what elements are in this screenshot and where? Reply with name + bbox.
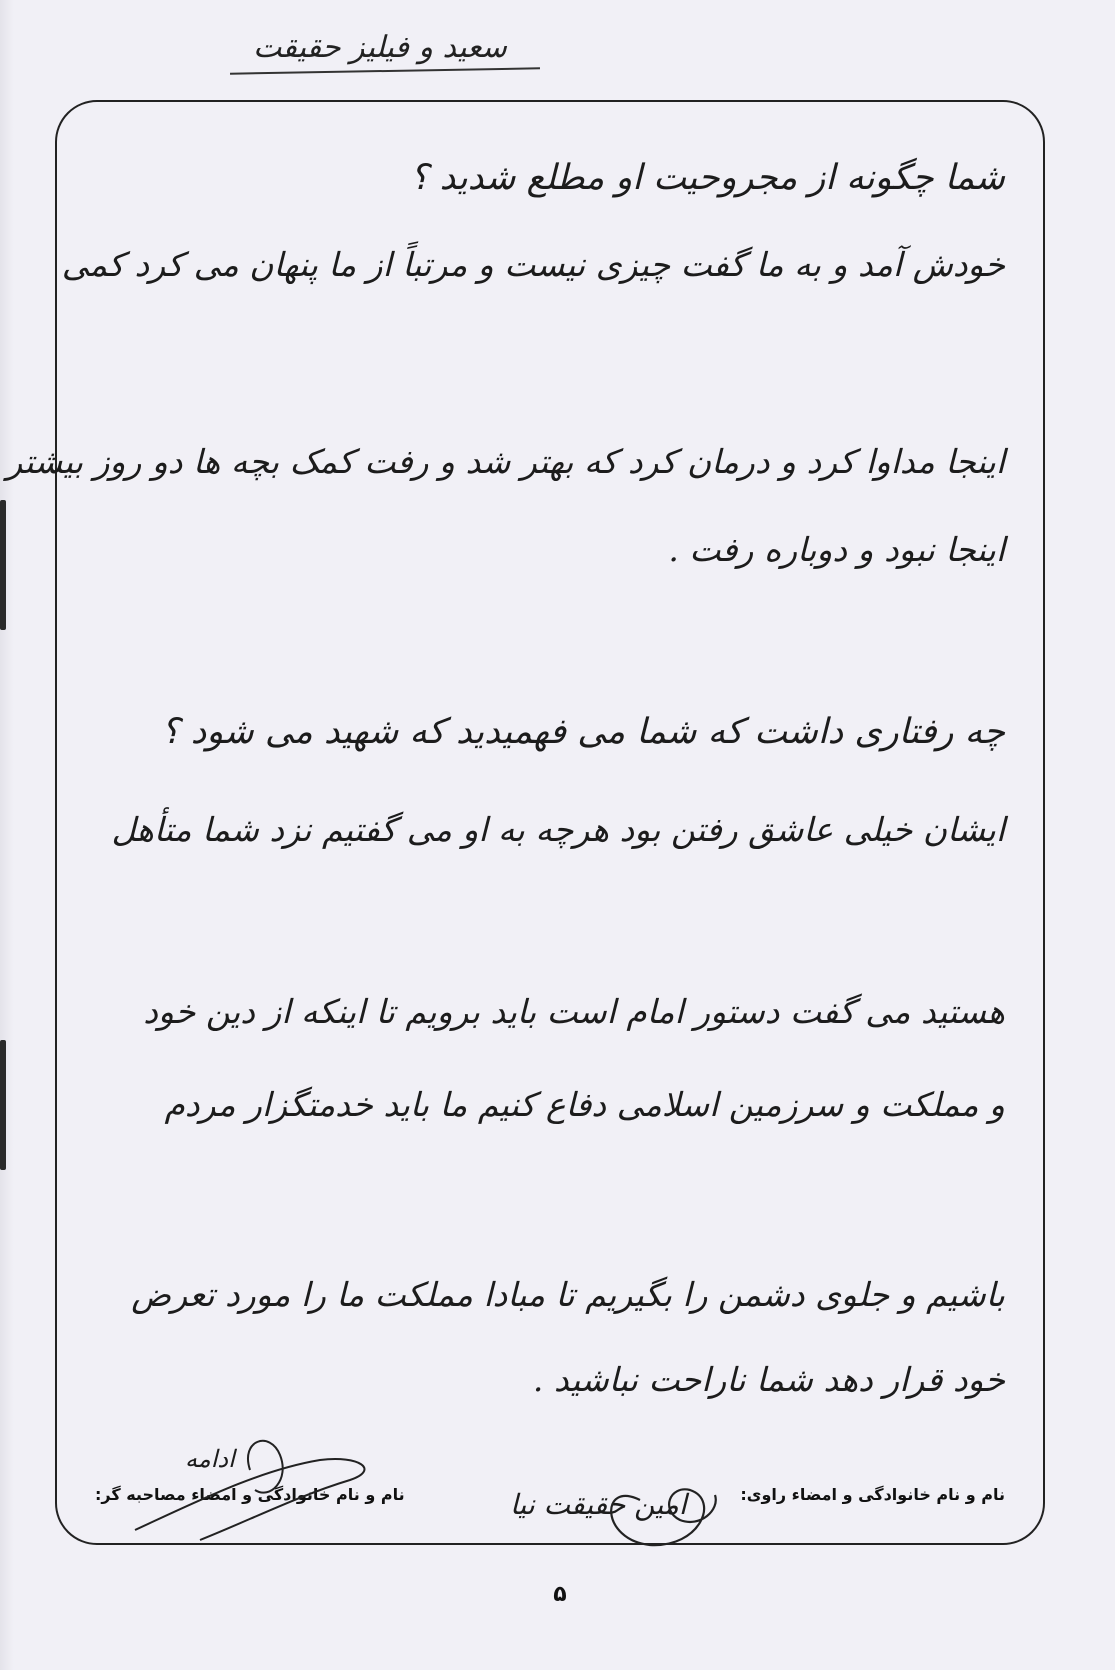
interviewer-label: نام و نام خانوادگی و امضاء مصاحبه گر: [95, 1485, 405, 1504]
page-number: ۵ [553, 1582, 567, 1607]
question-2: چه رفتاری داشت که شما می فهمیدید که شهید می شود ؟ [161, 712, 1005, 752]
question-1: شما چگونه از مجروحیت او مطلع شدید ؟ [409, 158, 1005, 198]
narrator-label: نام و نام خانوادگی و امضاء راوی: [740, 1485, 1005, 1504]
header-underline [230, 67, 540, 74]
page-edge [0, 0, 14, 1670]
answer-1-line-3: اینجا نبود و دوباره رفت . [668, 530, 1005, 569]
answer-1-line-1: خودش آمد و به ما گفت چیزی نیست و مرتباً از ما پنهان می کرد کمی [61, 245, 1005, 284]
binding-mark [0, 500, 6, 630]
answer-2-line-1: ایشان خیلی عاشق رفتن بود هرچه به او می گفتیم نزد شما متأهل [111, 810, 1005, 849]
answer-1-line-2: اینجا مداوا کرد و درمان کرد که بهتر شد و رفت کمک بچه ها دو روز بیشتر [6, 442, 1005, 481]
binding-mark [0, 1040, 6, 1170]
answer-2-line-3: و مملکت و سرزمین اسلامی دفاع کنیم ما باید خدمتگزار مردم [164, 1085, 1005, 1124]
answer-2-line-5: خود قرار دهد شما ناراحت نباشید . [532, 1360, 1005, 1399]
answer-2-line-4: باشیم و جلوی دشمن را بگیریم تا مبادا مملکت ما را مورد تعرض [131, 1275, 1005, 1314]
continuation-note: ادامه [185, 1445, 235, 1473]
answer-2-line-2: هستید می گفت دستور امام است باید برویم تا اینکه از دین خود [143, 992, 1005, 1031]
narrator-name: امین حقیقت نیا [510, 1488, 687, 1521]
header-note: سعید و فیلیز حقیقت [253, 30, 507, 65]
